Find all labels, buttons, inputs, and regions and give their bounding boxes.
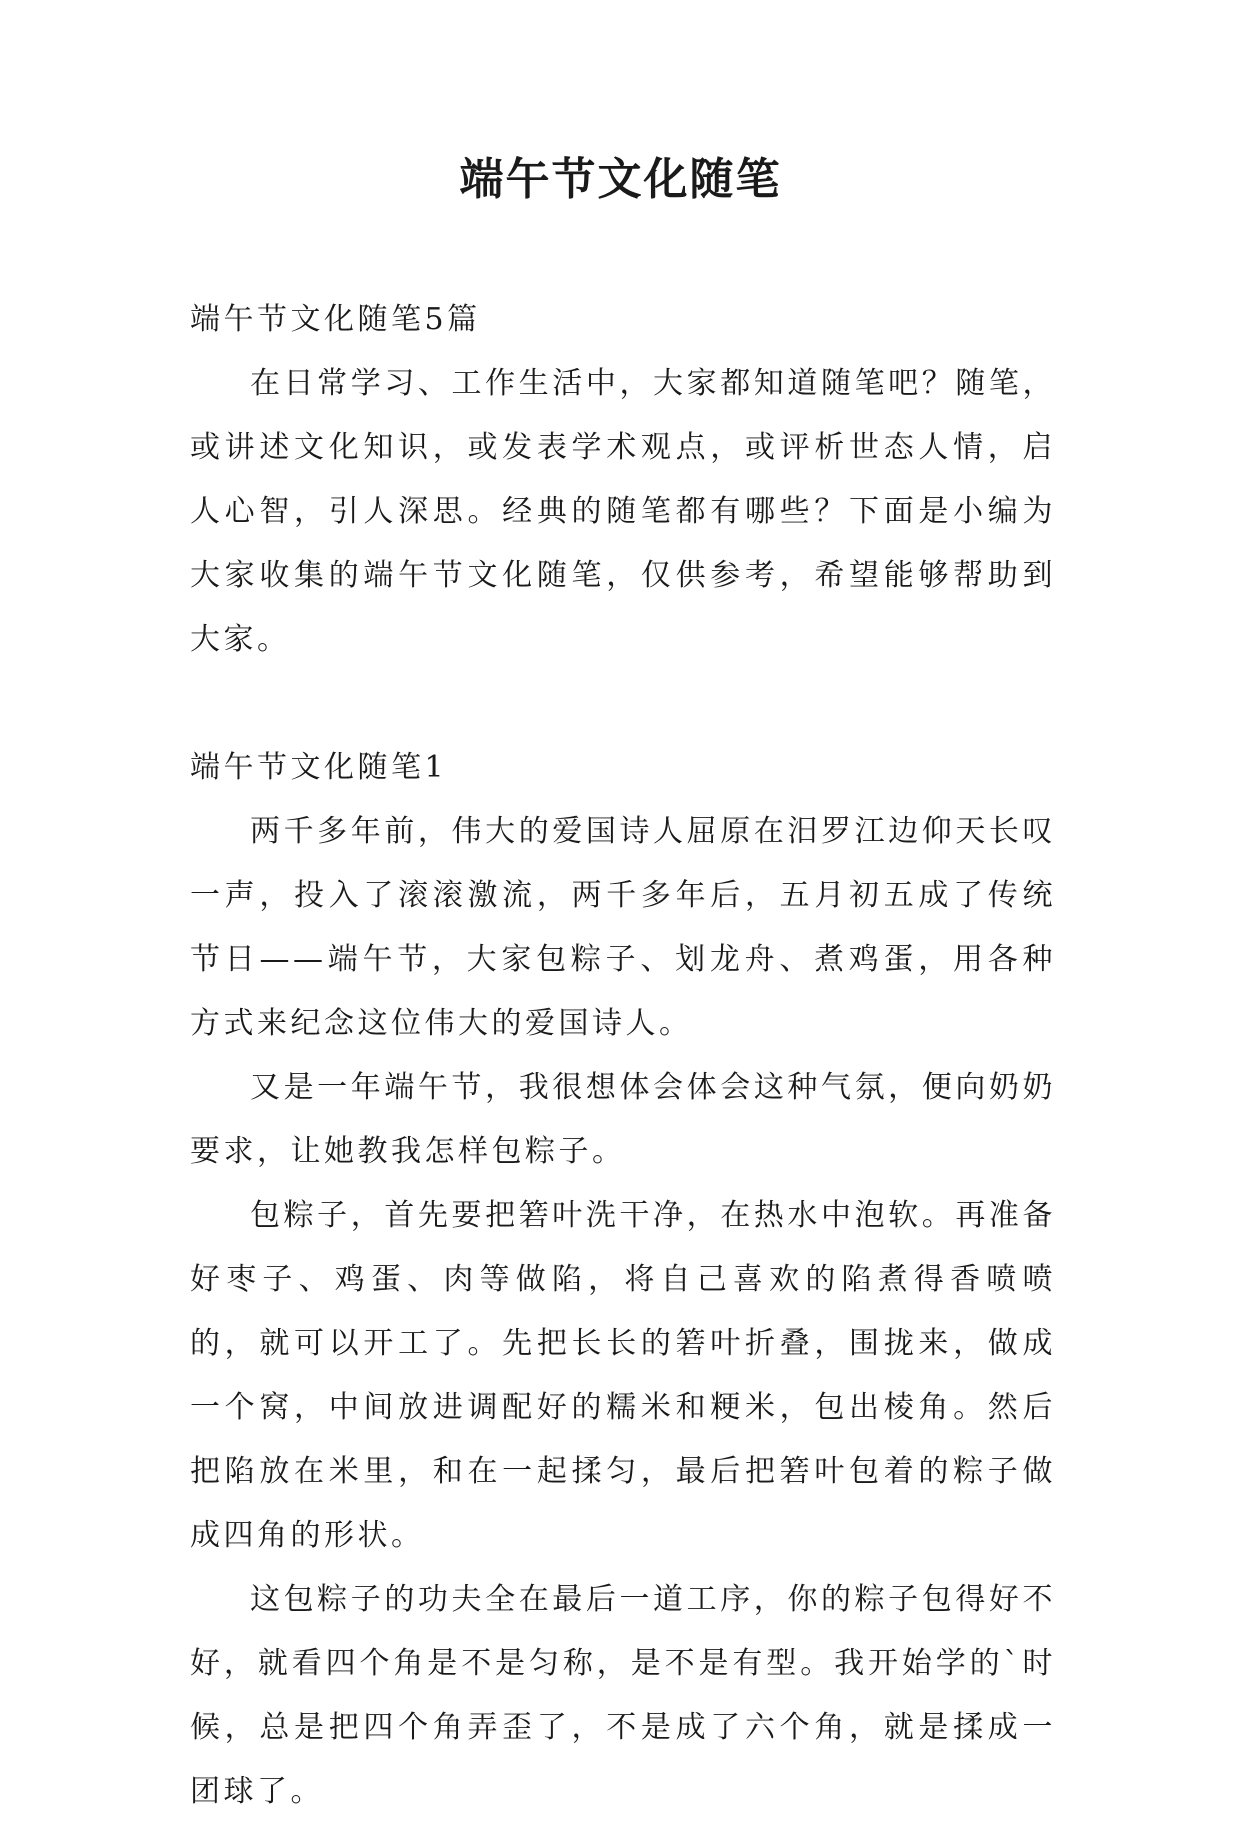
document-body xyxy=(190,288,1056,1824)
section-spacer xyxy=(190,672,1056,736)
section-heading: 端午节文化随笔1 xyxy=(190,750,448,785)
body-paragraph: 包粽子，首先要把箬叶洗干净，在热水中泡软。再准备好枣子、鸡蛋、肉等做陷，将自己喜欢的陷煮得香喷喷的，就可以开工了。先把长长的箬叶折叠，围拢来，做成一个窝，中间放进调配好的糯米和粳米，包出棱角。然后把陷放在米里，和在一起揉匀，最后把箬叶包着的粽子做成四角的形状。 xyxy=(190,1198,1056,1553)
body-paragraph: 两千多年前，伟大的爱国诗人屈原在汨罗江边仰天长叹一声，投入了滚滚激流，两千多年后，五月初五成了传统节日——端午节，大家包粽子、划龙舟、煮鸡蛋，用各种方式来纪念这位伟大的爱国诗人。 xyxy=(190,814,1056,1041)
document-title: 端午节文化随笔 xyxy=(459,154,782,205)
body-paragraph: 这包粽子的功夫全在最后一道工序，你的粽子包得好不好，就看四个角是不是匀称，是不是有型。我开始学的`时候，总是把四个角弄歪了，不是成了六个角，就是揉成一团球了。 xyxy=(190,1582,1056,1809)
body-paragraph: 又是一年端午节，我很想体会体会这种气氛，便向奶奶要求，让她教我怎样包粽子。 xyxy=(190,1070,1056,1169)
document-subtitle: 端午节文化随笔5篇 xyxy=(190,302,481,337)
intro-paragraph: 在日常学习、工作生活中，大家都知道随笔吧？随笔，或讲述文化知识，或发表学术观点，或评析世态人情，启人心智，引人深思。经典的随笔都有哪些？下面是小编为大家收集的端午节文化随笔，仅供参考，希望能够帮助到大家。 xyxy=(190,366,1056,657)
